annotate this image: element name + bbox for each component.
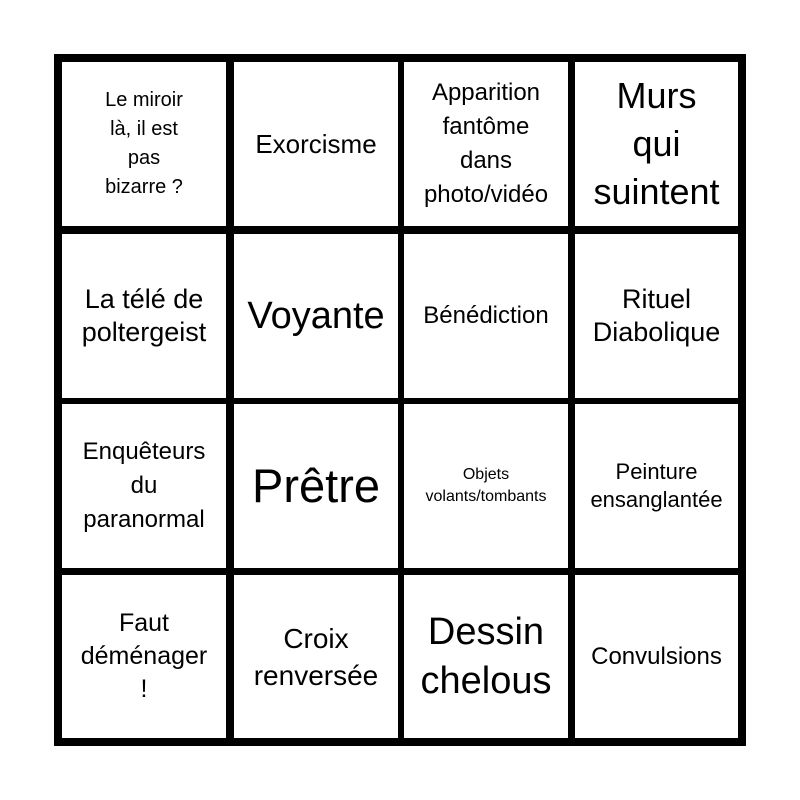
bingo-cell-tele[interactable] (62, 234, 226, 398)
cell-label: Peinture ensanglantée (590, 459, 723, 512)
bingo-cell-enqueteurs[interactable] (62, 404, 226, 568)
cell-label: Apparition fantôme dans photo/vidéo (423, 79, 549, 208)
cell-label: Le miroir là, il est pas bizarre ? (105, 89, 183, 198)
bingo-cell-demenager[interactable] (62, 575, 226, 738)
cell-label: Rituel Diabolique (592, 284, 721, 347)
cell-label: Objets volants/tombants (425, 466, 547, 505)
bingo-cell-peinture[interactable] (575, 404, 738, 568)
bingo-cell-pretre[interactable] (234, 404, 398, 568)
bingo-cell-miroir[interactable] (62, 62, 226, 226)
cell-label: Voyante (247, 294, 385, 337)
bingo-board (54, 54, 746, 746)
bingo-cell-exorcisme[interactable] (234, 62, 398, 226)
cell-label: La télé de poltergeist (81, 284, 207, 347)
bingo-cell-objets[interactable] (404, 404, 568, 568)
cell-label: Murs qui suintent (593, 75, 720, 212)
bingo-cell-convulsions[interactable] (575, 575, 738, 738)
cell-label: Bénédiction (423, 302, 549, 329)
bingo-cell-voyante[interactable] (234, 234, 398, 398)
cell-label: Exorcisme (255, 128, 377, 159)
bingo-cell-croix[interactable] (234, 575, 398, 738)
bingo-cell-murs[interactable] (575, 62, 738, 226)
bingo-cell-dessin[interactable] (404, 575, 568, 738)
cell-label: Croix renversée (253, 622, 379, 691)
bingo-cell-rituel[interactable] (575, 234, 738, 398)
cell-label: Dessin chelous (420, 610, 552, 702)
cell-label: Prêtre (252, 459, 380, 512)
bingo-cell-benediction[interactable] (404, 234, 568, 398)
cell-label: Enquêteurs du paranormal (82, 438, 206, 533)
cell-label: Convulsions (591, 642, 722, 670)
cell-label: Faut déménager ! (80, 609, 208, 703)
bingo-cell-apparition[interactable] (404, 62, 568, 226)
